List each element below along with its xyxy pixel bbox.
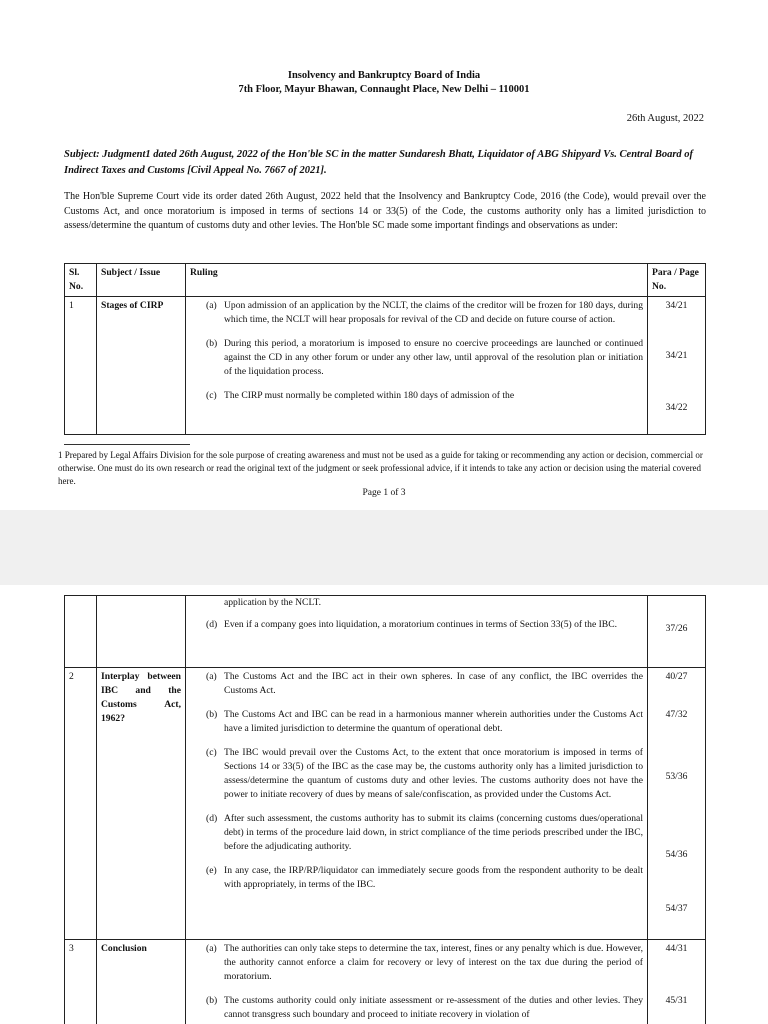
row-sl [65,596,97,668]
ruling-item: (b) The Customs Act and IBC can be read in a harmonious manner wherein authorities under the Customs Act have a limited jurisdiction to determine the quantum of operational debt. [206,709,643,734]
ruling-item: (a) Upon admission of an application by the NCLT, the claims of the creditor will be frozen for 180 days, during which time, the NCLT will hear proposals for revival of the CD and decide on future course of action. [206,300,643,325]
row-subject [97,596,186,668]
header-subject: Subject / Issue [97,264,186,297]
table-row [65,596,706,668]
ruling-item: (b) The customs authority could only initiate assessment or re-assessment of the duties and other levies. They cannot transgress such boundary and proceed to initiate recovery in violation of [206,995,643,1020]
row-para [648,596,706,668]
row-para [648,940,706,1024]
document-date: 26th August, 2022 [626,113,704,124]
subject-line: Subject: Judgment1 dated 26th August, 2022 of the Hon'ble SC in the matter Sundaresh Bhatt, Liquidator of ABG Shipyard Vs. Central Board of Indirect Taxes and Customs [Civil Appeal No. 7667 of 2021]. [64,149,694,176]
row-para [648,668,706,940]
para-ref: 37/26 [665,623,688,634]
page-number: Page 1 of 3 [362,488,406,498]
row-subject: Conclusion [97,940,186,1024]
header-para: Para / Page No. [648,264,706,297]
row-sl: 1 [65,297,97,435]
ruling-item: (d) After such assessment, the customs authority has to submit its claims (concerning customs dues/operational debt) in terms of the procedure laid down, in strict compliance of the time periods prescribed under the IBC, before the adjudicating authority. [206,813,643,852]
row-ruling [186,668,648,940]
row-subject: Stages of CIRP [97,297,186,435]
row-ruling [186,940,648,1024]
org-name: Insolvency and Bankruptcy Board of India [287,70,481,81]
ruling-item: (a) The authorities can only take steps to determine the tax, interest, fines or any penalty which is due. However, the authority cannot enforce a claim for recovery or levy of interest on the tax due during the period of moratorium. [206,943,643,982]
para-ref: 53/36 [665,771,688,782]
ruling-item: (c) The CIRP must normally be completed within 180 days of admission of the [206,390,515,401]
ruling-item: (c) The IBC would prevail over the Customs Act, to the extent that once moratorium is imposed in terms of Sections 14 or 33(5) of the IBC as the case may be, the customs authority only has a limited jurisdiction to assess/determine the quantum of customs duty and other levies. The customs authority does not have the power to initiate recovery of dues by means of sale/confiscation, as provided under the Customs Act. [206,747,643,800]
row-subject: Interplay between IBC and the Customs Act, 1962? [97,668,186,940]
para-ref: 44/31 [665,943,688,954]
row-para [648,297,706,435]
row-ruling [186,297,648,435]
ruling-item: (e) In any case, the IRP/RP/liquidator can immediately secure goods from the respondent authority to be dealt with appropriately, in terms of the IBC. [206,865,643,890]
para-ref: 47/32 [665,709,688,720]
ruling-item: (b) During this period, a moratorium is imposed to ensure no coercive proceedings are launched or continued against the CD in any other forum or under any other law, until approval of the resolution plan or initiation of the liquidation process. [206,338,643,377]
row-sl: 2 [65,668,97,940]
para-ref: 40/27 [665,671,688,682]
para-ref: 45/31 [665,995,688,1006]
table-header-row [65,264,706,297]
row-ruling [186,596,648,668]
rulings-table-page-1 [64,263,706,435]
para-ref: 34/21 [665,350,688,361]
header-sl: Sl. No. [65,264,97,297]
table-row [65,668,706,940]
rulings-table-page-2 [64,595,706,1024]
para-ref: 54/36 [665,849,688,860]
header-ruling: Ruling [186,264,648,297]
table-row [65,297,706,435]
footnote-divider [64,444,190,445]
para-ref: 34/21 [665,300,688,311]
para-ref: 34/22 [665,402,688,413]
ruling-item: (a) The Customs Act and the IBC act in their own spheres. In case of any conflict, the IBC overrides the Customs Act. [206,671,643,696]
footnote: 1 Prepared by Legal Affairs Division for the sole purpose of creating awareness and must not be used as a guide for taking or recommending any action or decision, commercial or otherwise. One must do its own research or read the original text of the judgment or seek professional advice, if it intends to take any action or decision using the material covered here. [58,450,703,486]
page-2 [0,585,768,1024]
continuation-text: application by the NCLT. [224,597,321,608]
page-1 [0,0,768,510]
org-address: 7th Floor, Mayur Bhawan, Connaught Place, New Delhi – 110001 [238,84,530,95]
intro-paragraph: The Hon'ble Supreme Court vide its order dated 26th August, 2022 held that the Insolvency and Bankruptcy Code, 2016 (the Code), would prevail over the Customs Act, and once moratorium is imposed in terms of sections 14 or 33(5) of the Code, the customs authority only has a limited jurisdiction to assess/determine the quantum of customs duty and other levies. The Hon'ble SC made some important findings and observations as under: [64,191,706,231]
row-sl: 3 [65,940,97,1024]
para-ref: 54/37 [665,903,688,914]
ruling-item: (d) Even if a company goes into liquidation, a moratorium continues in terms of Section 33(5) of the IBC. [206,619,617,630]
table-row [65,940,706,1024]
